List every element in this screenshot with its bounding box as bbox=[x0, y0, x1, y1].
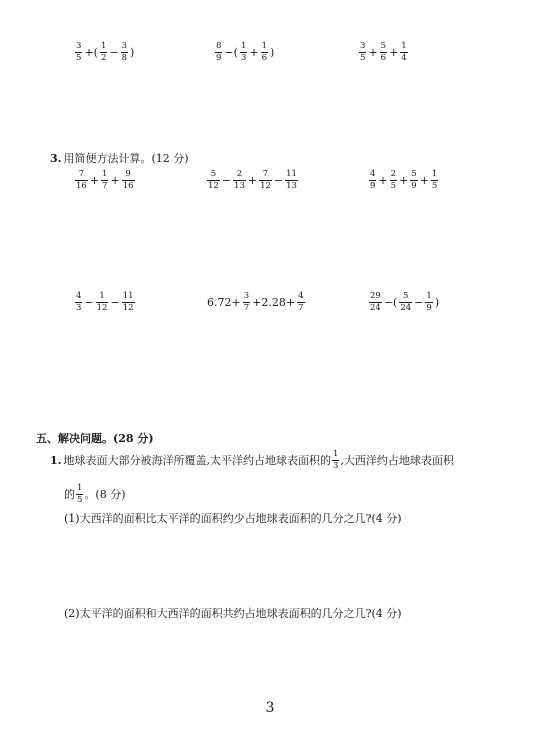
fraction: $\frac{1}{9}$ bbox=[426, 291, 432, 313]
operator: + bbox=[110, 173, 120, 187]
fraction: $\frac{3}{7}$ bbox=[243, 291, 250, 313]
expression-row2-1 bbox=[74, 170, 136, 190]
expression-row3-2 bbox=[206, 292, 306, 312]
fraction: $\frac{4}{3}$ bbox=[76, 291, 82, 313]
problem-1-fraction-atlantic: $\frac{1}{5}$ bbox=[77, 483, 83, 505]
problem-1-line-2 bbox=[64, 484, 126, 504]
problem-1-line-1 bbox=[50, 450, 454, 470]
operator: + bbox=[249, 45, 259, 59]
fraction: $\frac{5}{24}$ bbox=[400, 291, 412, 313]
problem-1-text-a: 地球表面大部分被海洋所覆盖,太平洋约占地球表面积的 bbox=[63, 454, 331, 467]
operator: 6.72+ bbox=[207, 295, 241, 309]
fraction: $\frac{1}{4}$ bbox=[401, 41, 407, 63]
fraction: $\frac{29}{24}$ bbox=[370, 291, 381, 313]
fraction: $\frac{4}{7}$ bbox=[298, 291, 304, 313]
problem-1-text-b: ,大西洋约占地球表面积 bbox=[340, 454, 454, 467]
operator: + bbox=[389, 45, 399, 59]
operator: +2.28+ bbox=[252, 295, 296, 309]
expression-row3-1 bbox=[74, 292, 136, 312]
question-1-1: (1)大西洋的面积比太平洋的面积约少占地球表面积的几分之几?(4 分) bbox=[64, 512, 402, 525]
operator: − bbox=[109, 45, 119, 59]
fraction: $\frac{4}{9}$ bbox=[370, 169, 376, 191]
operator: + bbox=[247, 173, 258, 187]
section-3-title bbox=[50, 150, 189, 166]
problem-1-number: 1. bbox=[50, 453, 62, 467]
operator: +( bbox=[84, 45, 98, 59]
fraction: $\frac{1}{2}$ bbox=[100, 41, 107, 63]
operator: − bbox=[84, 295, 94, 309]
section-3-number: 3. bbox=[50, 151, 62, 165]
fraction: $\frac{1}{7}$ bbox=[102, 169, 108, 191]
operator: + bbox=[89, 173, 100, 187]
fraction: $\frac{7}{12}$ bbox=[260, 169, 271, 191]
fraction: $\frac{11}{13}$ bbox=[286, 169, 297, 191]
operator: − bbox=[414, 295, 424, 309]
operator: −( bbox=[383, 295, 398, 309]
section-5-title: 五、解决问题。(28 分) bbox=[36, 432, 154, 445]
operator: ) bbox=[130, 45, 135, 59]
page-number: 3 bbox=[265, 700, 275, 716]
operator: + bbox=[419, 173, 429, 187]
fraction: $\frac{5}{12}$ bbox=[208, 169, 219, 191]
expression-row1-3 bbox=[358, 42, 409, 62]
expression-row1-1 bbox=[74, 42, 135, 62]
expression-row2-2 bbox=[206, 170, 299, 190]
fraction: $\frac{11}{12}$ bbox=[122, 291, 134, 313]
operator: + bbox=[378, 173, 388, 187]
operator: −( bbox=[224, 45, 238, 59]
fraction: $\frac{8}{9}$ bbox=[216, 41, 222, 63]
fraction: $\frac{9}{16}$ bbox=[122, 169, 134, 191]
fraction: $\frac{7}{16}$ bbox=[76, 169, 87, 191]
operator: − bbox=[110, 295, 120, 309]
operator: + bbox=[399, 173, 409, 187]
question-1-2: (2)太平洋的面积和大西洋的面积共约占地球表面积的几分之几?(4 分) bbox=[64, 607, 402, 620]
expression-row1-2 bbox=[214, 42, 275, 62]
problem-1-text-d: 。(8 分) bbox=[84, 488, 126, 501]
fraction: $\frac{1}{5}$ bbox=[431, 169, 438, 191]
operator: − bbox=[273, 173, 284, 187]
fraction: $\frac{3}{5}$ bbox=[76, 41, 82, 63]
operator: ) bbox=[434, 295, 440, 309]
fraction: $\frac{1}{12}$ bbox=[96, 291, 108, 313]
fraction: $\frac{1}{3}$ bbox=[240, 41, 247, 63]
fraction: $\frac{3}{5}$ bbox=[360, 41, 366, 63]
operator: − bbox=[221, 173, 232, 187]
fraction: $\frac{1}{6}$ bbox=[261, 41, 267, 63]
fraction: $\frac{5}{9}$ bbox=[411, 169, 417, 191]
problem-1-text-c: 的 bbox=[64, 488, 75, 501]
problem-1-fraction-pacific: $\frac{1}{3}$ bbox=[332, 449, 339, 471]
expression-row3-3 bbox=[368, 292, 440, 312]
fraction: $\frac{3}{8}$ bbox=[121, 41, 127, 63]
section-3-text: 用简便方法计算。(12 分) bbox=[63, 152, 189, 165]
fraction: $\frac{2}{13}$ bbox=[234, 169, 245, 191]
expression-row2-3 bbox=[368, 170, 439, 190]
operator: + bbox=[368, 45, 378, 59]
fraction: $\frac{5}{6}$ bbox=[380, 41, 387, 63]
fraction: $\frac{2}{5}$ bbox=[390, 169, 397, 191]
operator: ) bbox=[270, 45, 275, 59]
